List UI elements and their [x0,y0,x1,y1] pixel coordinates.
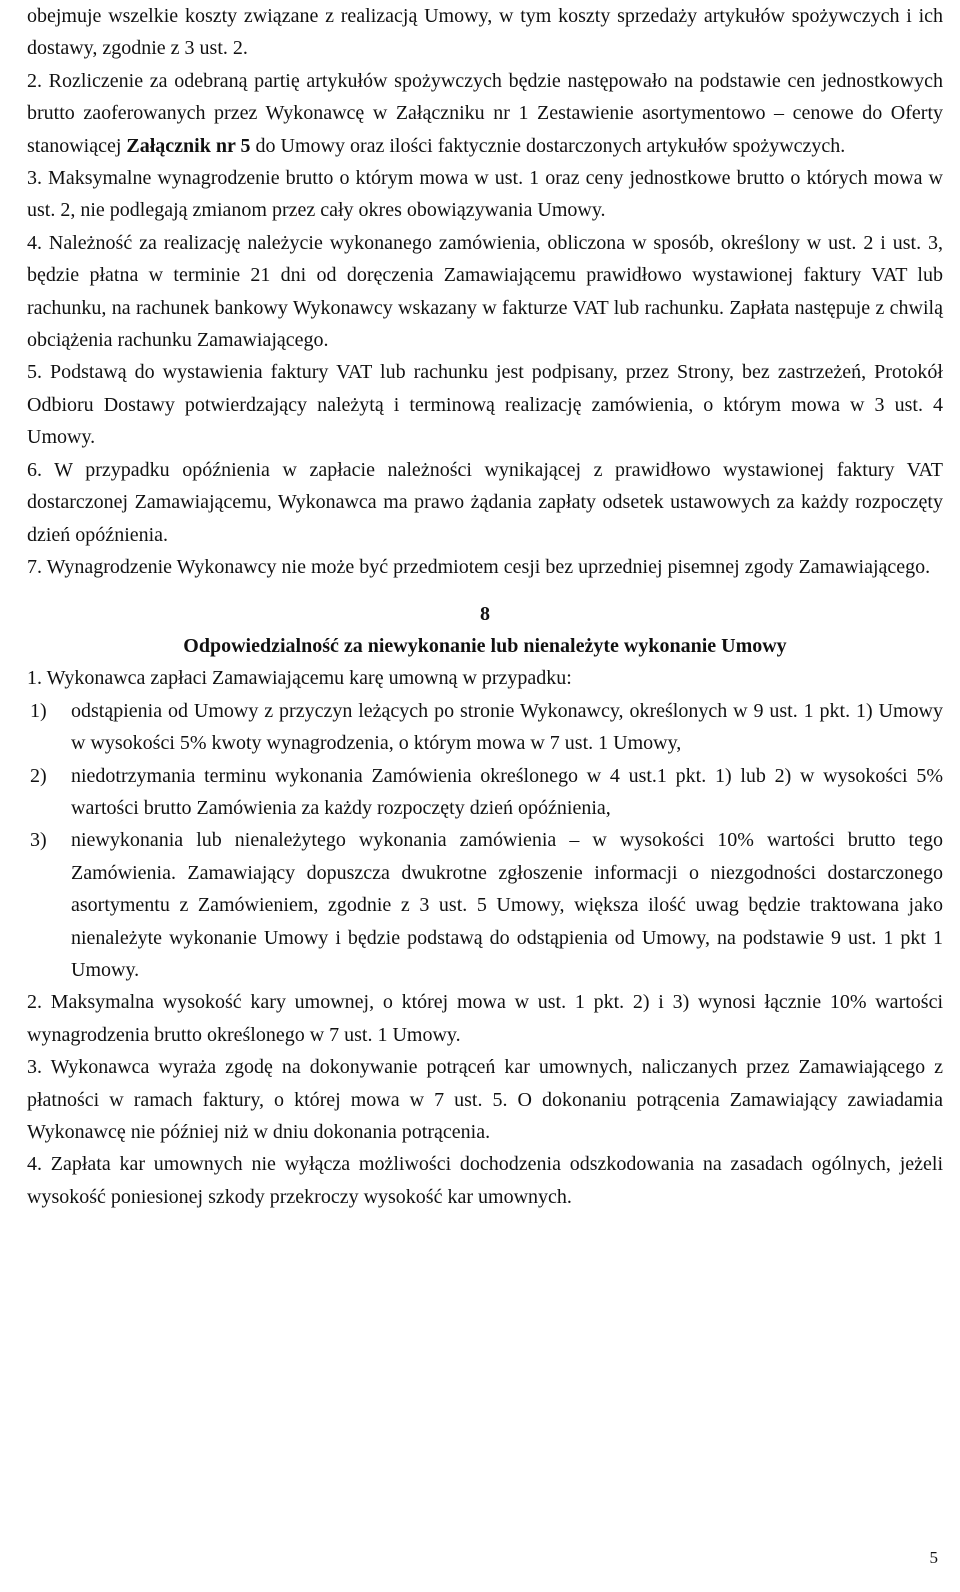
section-paragraph-4: 4. Zapłata kar umownych nie wyłącza możliwości dochodzenia odszkodowania na zasadach ogólnych, jeżeli wysokość poniesionej szkody przekroczy wysokość kar umownych. [27,1153,943,1208]
paragraph-2-bold-annex: Załącznik nr 5 [126,134,251,157]
paragraph-continuation: obejmuje wszelkie koszty związane z realizacją Umowy, w tym koszty sprzedaży artykułów spożywczych i ich dostawy, zgodnie z 3 ust. 2. [27,5,943,60]
list-item [27,760,943,825]
section-number: 8 [480,603,490,626]
list-item-text: niewykonania lub nienależytego wykonania zamówienia – w wysokości 10% wartości brutto tego Zamówienia. Zamawiający dopuszcza dwukrotne zgłoszenie informacji o niezgodności dostarczonego asortymentu z Zamówieniem, zgodnie z 3 ust. 5 Umowy, większa ilość uwag będzie traktowana jako nienależyte wykonanie Umowy i będzie podstawą do odstąpienia od Umowy, na podstawie 9 ust. 1 pkt 1 Umowy. [71,829,943,981]
paragraph-7: 7. Wynagrodzenie Wykonawcy nie może być przedmiotem cesji bez uprzedniej pisemnej zgody Zamawiającego. [27,555,931,578]
paragraph-2-text-a: 2. Rozliczenie za odebraną partię artykułów spożywczych będzie następowało na podstawie cen jednostkowych brutto zaoferowanych przez Wykonawcę w Załączniku nr 1 Zestawienie asortymentowo – cenowe do Oferty stanowiącej [27,69,943,157]
list-item-number: 1) [30,699,47,722]
section-title: Odpowiedzialność za niewykonanie lub nienależyte wykonanie Umowy [183,635,787,658]
paragraph-3: 3. Maksymalne wynagrodzenie brutto o którym mowa w ust. 1 oraz ceny jednostkowe brutto o których mowa w ust. 2, nie podlegają zmianom przez cały okres obowiązywania Umowy. [27,167,943,222]
list-item-text: niedotrzymania terminu wykonania Zamówienia określonego w 4 ust.1 pkt. 1) lub 2) w wysokości 5% wartości brutto Zamówienia za każdy rozpoczęty dzień opóźnienia, [71,764,943,819]
section-paragraph-3: 3. Wykonawca wyraża zgodę na dokonywanie potrąceń kar umownych, naliczanych przez Zamawiającego z płatności w ramach faktury, o której mowa w 7 ust. 5. O dokonaniu potrącenia Zamawiający zawiadamia Wykonawcę nie później niż w dniu dokonania potrącenia. [27,1056,943,1143]
paragraph-2-text-b: do Umowy oraz ilości faktycznie dostarczonych artykułów spożywczych. [250,134,846,157]
document-page [27,0,943,1213]
paragraph-4: 4. Należność za realizację należycie wykonanego zamówienia, obliczona w sposób, określony w ust. 2 i ust. 3, będzie płatna w terminie 21 dni od doręczenia Zamawiającemu prawidłowo wystawionej faktury VAT lub rachunku, na rachunek bankowy Wykonawcy wskazany w fakturze VAT lub rachunku. Zapłata następuje z chwilą obciążenia rachunku Zamawiającego. [27,231,943,352]
section-paragraph-2: 2. Maksymalna wysokość kary umownej, o której mowa w ust. 1 pkt. 2) i 3) wynosi łącznie 10% wartości wynagrodzenia brutto określonego w 7 ust. 1 Umowy. [27,991,943,1046]
list-item-number: 2) [30,764,47,787]
paragraph-2 [27,65,943,162]
list-item [27,695,943,760]
page-number: 5 [929,1548,938,1567]
paragraph-5: 5. Podstawą do wystawienia faktury VAT lub rachunku jest podpisany, przez Strony, bez zastrzeżeń, Protokół Odbioru Dostawy potwierdzający należytą i terminową realizację zamówienia, o którym mowa w 3 ust. 4 Umowy. [27,361,943,449]
section-paragraph-1: 1. Wykonawca zapłaci Zamawiającemu karę umowną w przypadku: [27,667,572,690]
list-item-text: odstąpienia od Umowy z przyczyn leżących po stronie Wykonawcy, określonych w 9 ust. 1 pkt. 1) Umowy w wysokości 5% kwoty wynagrodzenia, o którym mowa w 7 ust. 1 Umowy, [71,699,943,755]
list-item-number: 3) [30,829,47,852]
list-item [27,824,943,986]
paragraph-6: 6. W przypadku opóźnienia w zapłacie należności wynikającej z prawidłowo wystawionej faktury VAT dostarczonej Zamawiającemu, Wykonawca ma prawo żądania zapłaty odsetek ustawowych za każdy rozpoczęty dzień opóźnienia. [27,458,943,546]
